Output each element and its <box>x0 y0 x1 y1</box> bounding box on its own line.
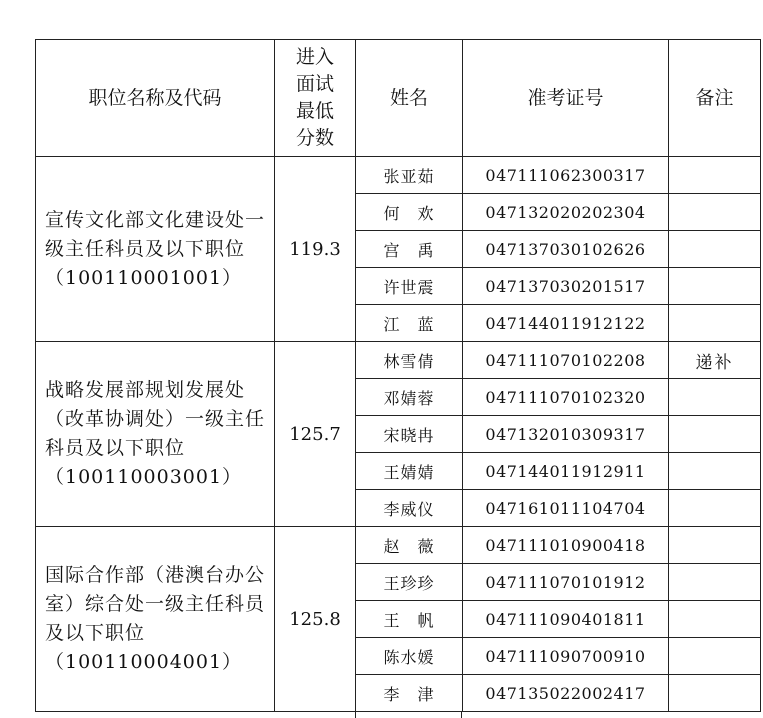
min-score-cell: 119.3 <box>275 157 356 342</box>
table-row <box>36 527 761 564</box>
note-cell <box>669 527 761 564</box>
header-position: 职位名称及代码 <box>36 40 275 157</box>
ticket-cell: 047111070102320 <box>463 379 669 416</box>
name-cell: 王珍珍 <box>356 564 463 601</box>
name-cell: 张亚茹 <box>356 157 463 194</box>
name-cell: 宋晓冉 <box>356 416 463 453</box>
name-cell: 许世震 <box>356 268 463 305</box>
ticket-cell: 047111090700910 <box>463 638 669 675</box>
note-cell <box>669 490 761 527</box>
header-name: 姓名 <box>356 40 463 157</box>
name-cell: 赵 薇 <box>356 527 463 564</box>
min-score-cell: 125.8 <box>275 527 356 712</box>
note-cell <box>669 675 761 712</box>
ticket-cell: 047144011912122 <box>463 305 669 342</box>
table-row <box>36 342 761 379</box>
header-note: 备注 <box>669 40 761 157</box>
position-cell: 国际合作部（港澳台办公室）综合处一级主任科员及以下职位（100110004001） <box>36 527 275 712</box>
name-cell: 宫 禹 <box>356 231 463 268</box>
name-cell: 陈水媛 <box>356 638 463 675</box>
ticket-cell: 047161011104704 <box>463 490 669 527</box>
note-cell <box>669 379 761 416</box>
min-score-cell: 125.7 <box>275 342 356 527</box>
name-cell: 林雪倩 <box>356 342 463 379</box>
note-cell: 递补 <box>669 342 761 379</box>
note-cell <box>669 305 761 342</box>
position-cell: 战略发展部规划发展处（改革协调处）一级主任科员及以下职位（100110003001） <box>36 342 275 527</box>
ticket-cell: 047111010900418 <box>463 527 669 564</box>
ticket-cell: 047111062300317 <box>463 157 669 194</box>
note-cell <box>669 638 761 675</box>
ticket-cell: 047111070102208 <box>463 342 669 379</box>
name-cell: 王 帆 <box>356 601 463 638</box>
note-cell <box>669 268 761 305</box>
table-edge-mark <box>461 711 462 718</box>
ticket-cell: 047144011912911 <box>463 453 669 490</box>
ticket-cell: 047137030102626 <box>463 231 669 268</box>
note-cell <box>669 194 761 231</box>
note-cell <box>669 231 761 268</box>
note-cell <box>669 564 761 601</box>
note-cell <box>669 453 761 490</box>
table-edge-mark <box>355 711 356 718</box>
interview-list-table <box>35 39 761 712</box>
table-body <box>36 157 761 712</box>
header-ticket: 准考证号 <box>463 40 669 157</box>
ticket-cell: 047111070101912 <box>463 564 669 601</box>
name-cell: 何 欢 <box>356 194 463 231</box>
header-min-score: 进入面试最低分数 <box>275 40 356 157</box>
note-cell <box>669 157 761 194</box>
ticket-cell: 047137030201517 <box>463 268 669 305</box>
ticket-cell: 047135022002417 <box>463 675 669 712</box>
ticket-cell: 047111090401811 <box>463 601 669 638</box>
table-row <box>36 157 761 194</box>
header-row <box>36 40 761 157</box>
ticket-cell: 047132020202304 <box>463 194 669 231</box>
name-cell: 李威仪 <box>356 490 463 527</box>
note-cell <box>669 416 761 453</box>
position-cell: 宣传文化部文化建设处一级主任科员及以下职位（100110001001） <box>36 157 275 342</box>
name-cell: 王婧婧 <box>356 453 463 490</box>
name-cell: 邓婧蓉 <box>356 379 463 416</box>
name-cell: 江 蓝 <box>356 305 463 342</box>
note-cell <box>669 601 761 638</box>
name-cell: 李 津 <box>356 675 463 712</box>
ticket-cell: 047132010309317 <box>463 416 669 453</box>
